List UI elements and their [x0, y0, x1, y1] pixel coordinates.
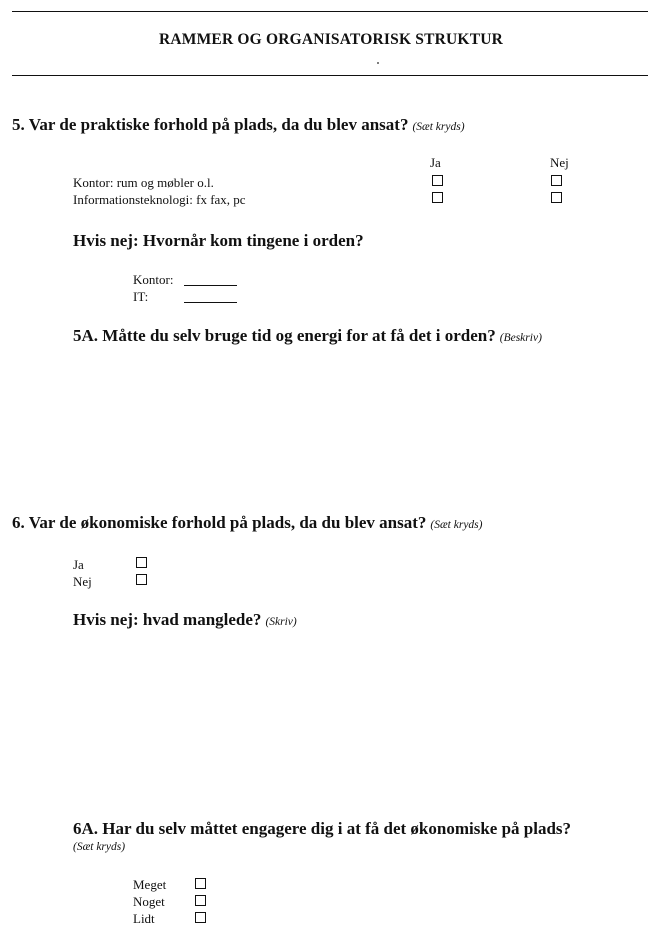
q5-row-label-office: Kontor: rum og møbler o.l.: [73, 175, 214, 190]
q5-field-label-office: Kontor:: [133, 272, 174, 287]
question-6-hint: (Sæt kryds): [430, 519, 483, 531]
q6-no-checkbox[interactable]: [136, 574, 147, 585]
top-rule: [12, 11, 648, 12]
q5-it-yes-checkbox[interactable]: [432, 192, 443, 203]
q6a-option-label-meget: Meget: [133, 877, 167, 892]
q6a-lidt-checkbox[interactable]: [195, 912, 206, 923]
page-title: RAMMER OG ORGANISATORISK STRUKTUR: [158, 31, 504, 48]
q5-field-it-input-line[interactable]: [184, 302, 237, 303]
q6-option-label-yes: Ja: [73, 557, 84, 572]
q5a-answer-area[interactable]: [73, 352, 633, 502]
q6-yes-checkbox[interactable]: [136, 557, 147, 568]
question-5: [12, 115, 465, 135]
question-5a-hint: (Beskriv): [499, 332, 542, 344]
q6-answer-area[interactable]: [73, 636, 633, 806]
q5-office-yes-checkbox[interactable]: [432, 175, 443, 186]
q6-option-label-no: Nej: [73, 574, 92, 589]
column-header-no: Nej: [550, 155, 569, 170]
header-bottom-rule: [12, 75, 648, 76]
column-header-yes: Ja: [430, 155, 441, 170]
q5-it-no-checkbox[interactable]: [551, 192, 562, 203]
question-5a-text: 5A. Måtte du selv bruge tid og energi for at få det i orden?: [73, 326, 496, 345]
question-5-text: 5. Var de praktiske forhold på plads, da du blev ansat?: [12, 115, 409, 134]
q5-office-no-checkbox[interactable]: [551, 175, 562, 186]
question-6-text: 6. Var de økonomiske forhold på plads, da du blev ansat?: [12, 513, 427, 532]
question-5a: [73, 326, 542, 346]
q6-followup-text: Hvis nej: hvad manglede?: [73, 610, 262, 629]
question-6: [12, 513, 482, 533]
question-6a-hint: (Sæt kryds): [73, 841, 126, 853]
q6a-option-label-noget: Noget: [133, 894, 165, 909]
q5-row-label-it: Informationsteknologi: fx fax, pc: [73, 192, 246, 207]
q6-followup-hint: (Skriv): [265, 616, 297, 628]
q6a-meget-checkbox[interactable]: [195, 878, 206, 889]
q6a-noget-checkbox[interactable]: [195, 895, 206, 906]
question-5-hint: (Sæt kryds): [412, 121, 465, 133]
q5-field-label-it: IT:: [133, 289, 149, 304]
q6a-option-label-lidt: Lidt: [133, 911, 155, 926]
question-6a: 6A. Har du selv måttet engagere dig i at få det økonomiske på plads?: [73, 819, 572, 838]
q6-followup: [73, 610, 297, 630]
q5-field-office-input-line[interactable]: [184, 285, 237, 286]
speck: [377, 62, 379, 64]
q5-followup: Hvis nej: Hvornår kom tingene i orden?: [73, 231, 364, 250]
